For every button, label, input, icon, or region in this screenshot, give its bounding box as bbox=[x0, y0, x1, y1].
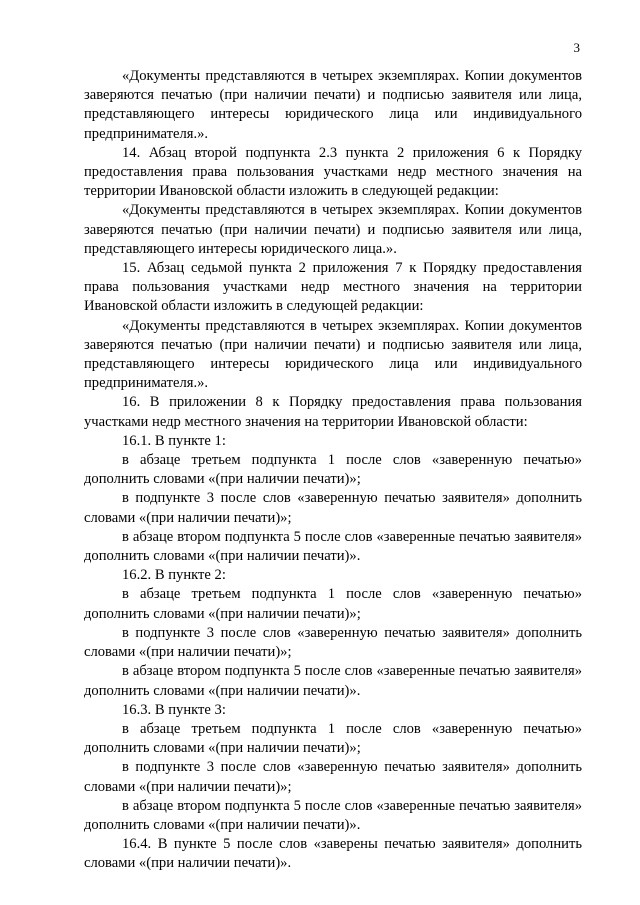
paragraph: 16.3. В пункте 3: bbox=[122, 701, 226, 718]
paragraph: в абзаце втором подпункта 5 после слов «заверенные печатью заявителя» дополнить словами «(при наличии печати)». bbox=[84, 663, 582, 699]
paragraph: 16.2. В пункте 2: bbox=[122, 567, 226, 584]
paragraph: в абзаце третьем подпункта 1 после слов «заверенную печатью» дополнить словами «(при наличии печати)»; bbox=[84, 720, 582, 757]
paragraph: в абзаце третьем подпункта 1 после слов «заверенную печатью» дополнить словами «(при наличии печати)»; bbox=[84, 586, 582, 622]
paragraph: в подпункте 3 после слов «заверенную печатью заявителя» дополнить словами «(при наличии печати)»; bbox=[84, 624, 582, 661]
paragraph: «Документы представляются в четырех экземплярах. Копии документов заверяются печатью (при наличии печати) и подписью заявителя или лица, представляющего интересы юридического лица.». bbox=[84, 202, 582, 257]
paragraph: 14. Абзац второй подпункта 2.3 пункта 2 приложения 6 к Порядку предоставления права пользования участками недр местного значения на территории Ивановской области изложить в следующей редакции: bbox=[84, 144, 582, 200]
paragraph: 16. В приложении 8 к Порядку предоставления права пользования участками недр местного значения на территории Ивановской области: bbox=[84, 394, 582, 430]
paragraph: 15. Абзац седьмой пункта 2 приложения 7 к Порядку предоставления права пользования участками недр местного значения на территории Ивановской области изложить в следующей редакции: bbox=[84, 260, 582, 315]
paragraph: в абзаце втором подпункта 5 после слов «заверенные печатью заявителя» дополнить словами «(при наличии печати)». bbox=[84, 797, 582, 833]
paragraph: в абзаце втором подпункта 5 после слов «заверенные печатью заявителя» дополнить словами «(при наличии печати)». bbox=[84, 528, 582, 565]
paragraph: 16.1. В пункте 1: bbox=[122, 432, 226, 449]
paragraph: 16.4. В пункте 5 после слов «заверены печатью заявителя» дополнить словами «(при наличии печати)». bbox=[84, 836, 582, 872]
paragraph: «Документы представляются в четырех экземплярах. Копии документов заверяются печатью (при наличии печати) и подписью заявителя или лица, представляющего интересы юридического лица или индивидуального предпринимателя.». bbox=[84, 68, 582, 142]
page-number: 3 bbox=[573, 40, 580, 55]
document-body bbox=[84, 67, 582, 874]
paragraph: в подпункте 3 после слов «заверенную печатью заявителя» дополнить словами «(при наличии печати)»; bbox=[84, 759, 582, 795]
paragraph: в подпункте 3 после слов «заверенную печатью заявителя» дополнить словами «(при наличии печати)»; bbox=[84, 490, 582, 526]
paragraph: «Документы представляются в четырех экземплярах. Копии документов заверяются печатью (при наличии печати) и подписью заявителя или лица, представляющего интересы юридического лица или индивидуального предпринимателя.». bbox=[84, 317, 582, 392]
paragraph: в абзаце третьем подпункта 1 после слов «заверенную печатью» дополнить словами «(при наличии печати)»; bbox=[84, 452, 582, 488]
